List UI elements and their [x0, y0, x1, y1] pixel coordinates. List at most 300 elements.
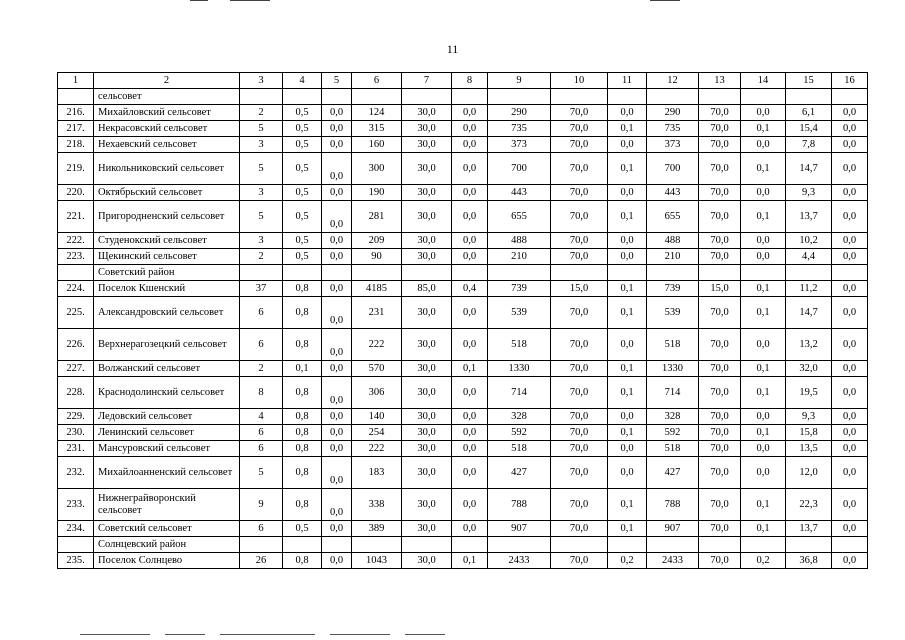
value-cell: 15,8: [786, 425, 832, 441]
value-cell: 0,0: [322, 457, 352, 489]
value-cell: 70,0: [699, 185, 741, 201]
row-number: 222.: [58, 233, 94, 249]
value-cell: 1043: [352, 553, 402, 569]
value-cell: 0,8: [283, 297, 322, 329]
value-cell: 70,0: [551, 409, 608, 425]
value-cell: 0,0: [322, 281, 352, 297]
value-cell: 328: [488, 409, 551, 425]
value-cell: [741, 89, 786, 105]
value-cell: 2: [240, 361, 283, 377]
value-cell: 30,0: [402, 105, 452, 121]
value-cell: 70,0: [551, 233, 608, 249]
value-cell: [488, 537, 551, 553]
value-cell: 0,0: [832, 377, 868, 409]
table-row: [58, 153, 868, 185]
value-cell: 0,1: [741, 201, 786, 233]
value-cell: 0,0: [322, 441, 352, 457]
value-cell: 30,0: [402, 441, 452, 457]
value-cell: 0,1: [608, 489, 647, 521]
value-cell: 160: [352, 137, 402, 153]
value-cell: 70,0: [551, 105, 608, 121]
header-cell: 12: [647, 73, 699, 89]
settlement-name: Михайлоанненский сельсовет: [94, 457, 240, 489]
value-cell: [741, 537, 786, 553]
value-cell: 1330: [488, 361, 551, 377]
value-cell: 70,0: [699, 249, 741, 265]
value-cell: 0,0: [608, 233, 647, 249]
value-cell: 700: [488, 153, 551, 185]
value-cell: 0,0: [322, 297, 352, 329]
value-cell: 0,1: [741, 281, 786, 297]
value-cell: [551, 265, 608, 281]
value-cell: 0,0: [832, 105, 868, 121]
value-cell: 0,0: [832, 233, 868, 249]
value-cell: 30,0: [402, 521, 452, 537]
value-cell: 0,0: [832, 457, 868, 489]
value-cell: 70,0: [551, 329, 608, 361]
value-cell: [352, 537, 402, 553]
value-cell: 19,5: [786, 377, 832, 409]
value-cell: 70,0: [551, 185, 608, 201]
value-cell: 0,0: [452, 489, 488, 521]
value-cell: 0,1: [608, 377, 647, 409]
value-cell: 13,7: [786, 201, 832, 233]
value-cell: [832, 537, 868, 553]
value-cell: 0,0: [452, 425, 488, 441]
value-cell: 12,0: [786, 457, 832, 489]
value-cell: 0,0: [832, 329, 868, 361]
value-cell: 70,0: [551, 553, 608, 569]
value-cell: 0,0: [322, 489, 352, 521]
value-cell: 70,0: [699, 377, 741, 409]
value-cell: [283, 537, 322, 553]
value-cell: 30,0: [402, 361, 452, 377]
value-cell: 70,0: [551, 201, 608, 233]
value-cell: 3: [240, 233, 283, 249]
table-row: [58, 185, 868, 201]
value-cell: 14,7: [786, 153, 832, 185]
value-cell: 0,0: [322, 425, 352, 441]
value-cell: 300: [352, 153, 402, 185]
row-number: 231.: [58, 441, 94, 457]
value-cell: 0,1: [283, 361, 322, 377]
settlement-name: Поселок Солнцево: [94, 553, 240, 569]
row-number: 226.: [58, 329, 94, 361]
value-cell: 0,2: [741, 553, 786, 569]
value-cell: 0,0: [452, 153, 488, 185]
value-cell: 0,0: [608, 457, 647, 489]
value-cell: 9,3: [786, 409, 832, 425]
value-cell: [832, 265, 868, 281]
row-number: 227.: [58, 361, 94, 377]
table-row: [58, 297, 868, 329]
header-cell: 16: [832, 73, 868, 89]
value-cell: 0,0: [832, 153, 868, 185]
table-row: [58, 409, 868, 425]
value-cell: 0,0: [452, 457, 488, 489]
value-cell: 30,0: [402, 137, 452, 153]
value-cell: 30,0: [402, 153, 452, 185]
value-cell: 0,1: [608, 425, 647, 441]
settlement-name: Ледовский сельсовет: [94, 409, 240, 425]
value-cell: 4,4: [786, 249, 832, 265]
value-cell: 0,8: [283, 329, 322, 361]
value-cell: 70,0: [699, 489, 741, 521]
value-cell: 0,0: [322, 105, 352, 121]
value-cell: 6: [240, 425, 283, 441]
value-cell: 0,1: [608, 281, 647, 297]
value-cell: 0,5: [283, 121, 322, 137]
value-cell: 30,0: [402, 121, 452, 137]
settlement-name: Верхнерагозецкий сельсовет: [94, 329, 240, 361]
value-cell: [488, 89, 551, 105]
value-cell: 30,0: [402, 409, 452, 425]
value-cell: 518: [488, 329, 551, 361]
value-cell: 0,0: [832, 441, 868, 457]
row-number: 218.: [58, 137, 94, 153]
value-cell: [322, 265, 352, 281]
value-cell: 0,0: [322, 409, 352, 425]
row-number: 224.: [58, 281, 94, 297]
value-cell: [551, 537, 608, 553]
value-cell: 3: [240, 137, 283, 153]
table-row: [58, 137, 868, 153]
value-cell: 0,0: [608, 249, 647, 265]
row-number: [58, 265, 94, 281]
value-cell: 488: [647, 233, 699, 249]
table-row: [58, 249, 868, 265]
table-row: [58, 201, 868, 233]
value-cell: 70,0: [699, 297, 741, 329]
value-cell: [699, 89, 741, 105]
value-cell: 0,0: [452, 249, 488, 265]
value-cell: 30,0: [402, 553, 452, 569]
value-cell: [647, 89, 699, 105]
value-cell: 0,1: [608, 201, 647, 233]
value-cell: 338: [352, 489, 402, 521]
value-cell: 9,3: [786, 185, 832, 201]
table-row: [58, 489, 868, 521]
value-cell: 70,0: [551, 153, 608, 185]
value-cell: 0,0: [322, 521, 352, 537]
value-cell: 124: [352, 105, 402, 121]
row-number: [58, 89, 94, 105]
value-cell: [786, 89, 832, 105]
settlement-name: Поселок Кшенский: [94, 281, 240, 297]
value-cell: 15,0: [551, 281, 608, 297]
value-cell: 2: [240, 249, 283, 265]
value-cell: 0,0: [832, 201, 868, 233]
value-cell: 0,5: [283, 249, 322, 265]
value-cell: 0,0: [452, 121, 488, 137]
value-cell: 0,0: [741, 233, 786, 249]
value-cell: 0,0: [832, 425, 868, 441]
value-cell: [647, 265, 699, 281]
value-cell: 70,0: [551, 297, 608, 329]
row-number: 234.: [58, 521, 94, 537]
value-cell: 315: [352, 121, 402, 137]
value-cell: 30,0: [402, 201, 452, 233]
value-cell: 30,0: [402, 377, 452, 409]
value-cell: 5: [240, 121, 283, 137]
value-cell: 30,0: [402, 233, 452, 249]
table-row: [58, 377, 868, 409]
value-cell: 0,8: [283, 441, 322, 457]
value-cell: 70,0: [699, 137, 741, 153]
value-cell: 30,0: [402, 489, 452, 521]
table-row: [58, 457, 868, 489]
value-cell: 231: [352, 297, 402, 329]
value-cell: [647, 537, 699, 553]
table-row: [58, 361, 868, 377]
value-cell: 70,0: [551, 441, 608, 457]
value-cell: 0,0: [322, 377, 352, 409]
header-cell: 3: [240, 73, 283, 89]
value-cell: 85,0: [402, 281, 452, 297]
value-cell: 0,0: [832, 249, 868, 265]
value-cell: [402, 537, 452, 553]
value-cell: [608, 265, 647, 281]
value-cell: 0,0: [832, 281, 868, 297]
settlement-name: Никольниковский сельсовет: [94, 153, 240, 185]
value-cell: 70,0: [551, 361, 608, 377]
value-cell: 30,0: [402, 185, 452, 201]
value-cell: 0,0: [741, 457, 786, 489]
value-cell: 70,0: [551, 521, 608, 537]
value-cell: [240, 265, 283, 281]
value-cell: 22,3: [786, 489, 832, 521]
table-row: [58, 105, 868, 121]
value-cell: 0,0: [741, 185, 786, 201]
value-cell: 5: [240, 457, 283, 489]
table-row: [58, 281, 868, 297]
header-cell: 7: [402, 73, 452, 89]
value-cell: [608, 89, 647, 105]
value-cell: [283, 89, 322, 105]
value-cell: 655: [488, 201, 551, 233]
value-cell: 0,8: [283, 409, 322, 425]
value-cell: 907: [647, 521, 699, 537]
value-cell: 0,8: [283, 489, 322, 521]
value-cell: 183: [352, 457, 402, 489]
row-number: 221.: [58, 201, 94, 233]
value-cell: 70,0: [699, 201, 741, 233]
value-cell: 70,0: [699, 521, 741, 537]
value-cell: [352, 265, 402, 281]
header-cell: 10: [551, 73, 608, 89]
value-cell: 488: [488, 233, 551, 249]
settlement-name: Нехаевский сельсовет: [94, 137, 240, 153]
settlement-name: сельсовет: [94, 89, 240, 105]
value-cell: 5: [240, 201, 283, 233]
value-cell: 0,0: [832, 297, 868, 329]
value-cell: 70,0: [551, 137, 608, 153]
value-cell: 518: [488, 441, 551, 457]
header-cell: 4: [283, 73, 322, 89]
section-row: [58, 89, 868, 105]
value-cell: 655: [647, 201, 699, 233]
value-cell: 37: [240, 281, 283, 297]
value-cell: 0,5: [283, 105, 322, 121]
value-cell: [402, 89, 452, 105]
value-cell: 0,5: [283, 153, 322, 185]
value-cell: 6: [240, 521, 283, 537]
value-cell: 0,0: [322, 249, 352, 265]
value-cell: 0,1: [741, 361, 786, 377]
value-cell: 210: [488, 249, 551, 265]
value-cell: 0,0: [322, 137, 352, 153]
value-cell: 592: [647, 425, 699, 441]
value-cell: 0,0: [322, 329, 352, 361]
table-row: [58, 233, 868, 249]
value-cell: 0,0: [741, 249, 786, 265]
value-cell: 13,5: [786, 441, 832, 457]
value-cell: 0,0: [741, 329, 786, 361]
value-cell: 0,0: [452, 137, 488, 153]
settlement-name: Октябрьский сельсовет: [94, 185, 240, 201]
value-cell: 30,0: [402, 297, 452, 329]
value-cell: 0,0: [608, 441, 647, 457]
value-cell: 32,0: [786, 361, 832, 377]
value-cell: [322, 537, 352, 553]
value-cell: 90: [352, 249, 402, 265]
value-cell: 26: [240, 553, 283, 569]
value-cell: 0,0: [322, 185, 352, 201]
value-cell: 0,8: [283, 425, 322, 441]
value-cell: 0,0: [452, 105, 488, 121]
header-cell: 11: [608, 73, 647, 89]
value-cell: 443: [488, 185, 551, 201]
value-cell: 30,0: [402, 457, 452, 489]
value-cell: 0,0: [322, 201, 352, 233]
section-row: [58, 537, 868, 553]
value-cell: 0,5: [283, 137, 322, 153]
value-cell: 328: [647, 409, 699, 425]
value-cell: 1330: [647, 361, 699, 377]
value-cell: 0,0: [608, 185, 647, 201]
settlement-name: Пригородненский сельсовет: [94, 201, 240, 233]
value-cell: 539: [647, 297, 699, 329]
settlement-name: Советский район: [94, 265, 240, 281]
value-cell: 15,0: [699, 281, 741, 297]
value-cell: 0,1: [608, 361, 647, 377]
value-cell: 9: [240, 489, 283, 521]
row-number: 220.: [58, 185, 94, 201]
settlement-name: Щекинский сельсовет: [94, 249, 240, 265]
value-cell: 0,0: [452, 441, 488, 457]
value-cell: 209: [352, 233, 402, 249]
value-cell: 254: [352, 425, 402, 441]
value-cell: [699, 265, 741, 281]
value-cell: 0,0: [832, 137, 868, 153]
value-cell: 0,0: [741, 105, 786, 121]
value-cell: 0,0: [322, 121, 352, 137]
value-cell: [452, 89, 488, 105]
scan-bottom-edge: [0, 634, 905, 637]
value-cell: [322, 89, 352, 105]
table-row: [58, 121, 868, 137]
header-cell: 15: [786, 73, 832, 89]
value-cell: 0,0: [322, 361, 352, 377]
value-cell: [488, 265, 551, 281]
value-cell: 70,0: [551, 489, 608, 521]
value-cell: 0,0: [452, 201, 488, 233]
value-cell: 11,2: [786, 281, 832, 297]
value-cell: 70,0: [699, 121, 741, 137]
row-number: 217.: [58, 121, 94, 137]
value-cell: 0,0: [608, 105, 647, 121]
table-row: [58, 329, 868, 361]
value-cell: 222: [352, 329, 402, 361]
value-cell: 0,0: [832, 409, 868, 425]
value-cell: 373: [488, 137, 551, 153]
value-cell: [352, 89, 402, 105]
value-cell: 70,0: [551, 249, 608, 265]
value-cell: 0,1: [452, 553, 488, 569]
value-cell: 0,0: [741, 441, 786, 457]
value-cell: 30,0: [402, 329, 452, 361]
value-cell: 739: [488, 281, 551, 297]
value-cell: 427: [488, 457, 551, 489]
value-cell: 0,0: [322, 553, 352, 569]
value-cell: 0,8: [283, 281, 322, 297]
value-cell: 735: [488, 121, 551, 137]
value-cell: 0,0: [832, 521, 868, 537]
header-cell: 13: [699, 73, 741, 89]
value-cell: 0,0: [452, 185, 488, 201]
scan-top-edge: [0, 0, 905, 3]
header-cell: 6: [352, 73, 402, 89]
value-cell: 15,4: [786, 121, 832, 137]
value-cell: 2433: [647, 553, 699, 569]
header-row: [58, 73, 868, 89]
table-body: [58, 73, 868, 569]
value-cell: 0,1: [608, 521, 647, 537]
value-cell: 70,0: [699, 329, 741, 361]
value-cell: 36,8: [786, 553, 832, 569]
value-cell: 2: [240, 105, 283, 121]
value-cell: 70,0: [551, 121, 608, 137]
value-cell: 0,0: [452, 329, 488, 361]
value-cell: [786, 537, 832, 553]
value-cell: 3: [240, 185, 283, 201]
value-cell: 70,0: [699, 361, 741, 377]
value-cell: 10,2: [786, 233, 832, 249]
value-cell: 13,2: [786, 329, 832, 361]
header-cell: 1: [58, 73, 94, 89]
row-number: 219.: [58, 153, 94, 185]
value-cell: 70,0: [699, 105, 741, 121]
value-cell: 0,5: [283, 201, 322, 233]
value-cell: 70,0: [551, 457, 608, 489]
row-number: 233.: [58, 489, 94, 521]
value-cell: 222: [352, 441, 402, 457]
value-cell: 0,0: [452, 297, 488, 329]
value-cell: 0,5: [283, 185, 322, 201]
value-cell: 281: [352, 201, 402, 233]
value-cell: 70,0: [699, 553, 741, 569]
value-cell: 13,7: [786, 521, 832, 537]
value-cell: 70,0: [699, 409, 741, 425]
value-cell: 306: [352, 377, 402, 409]
table-row: [58, 441, 868, 457]
value-cell: 443: [647, 185, 699, 201]
value-cell: 0,1: [608, 297, 647, 329]
value-cell: 0,0: [608, 329, 647, 361]
value-cell: 735: [647, 121, 699, 137]
settlement-name: Мансуровский сельсовет: [94, 441, 240, 457]
page-number: 11: [446, 42, 459, 56]
